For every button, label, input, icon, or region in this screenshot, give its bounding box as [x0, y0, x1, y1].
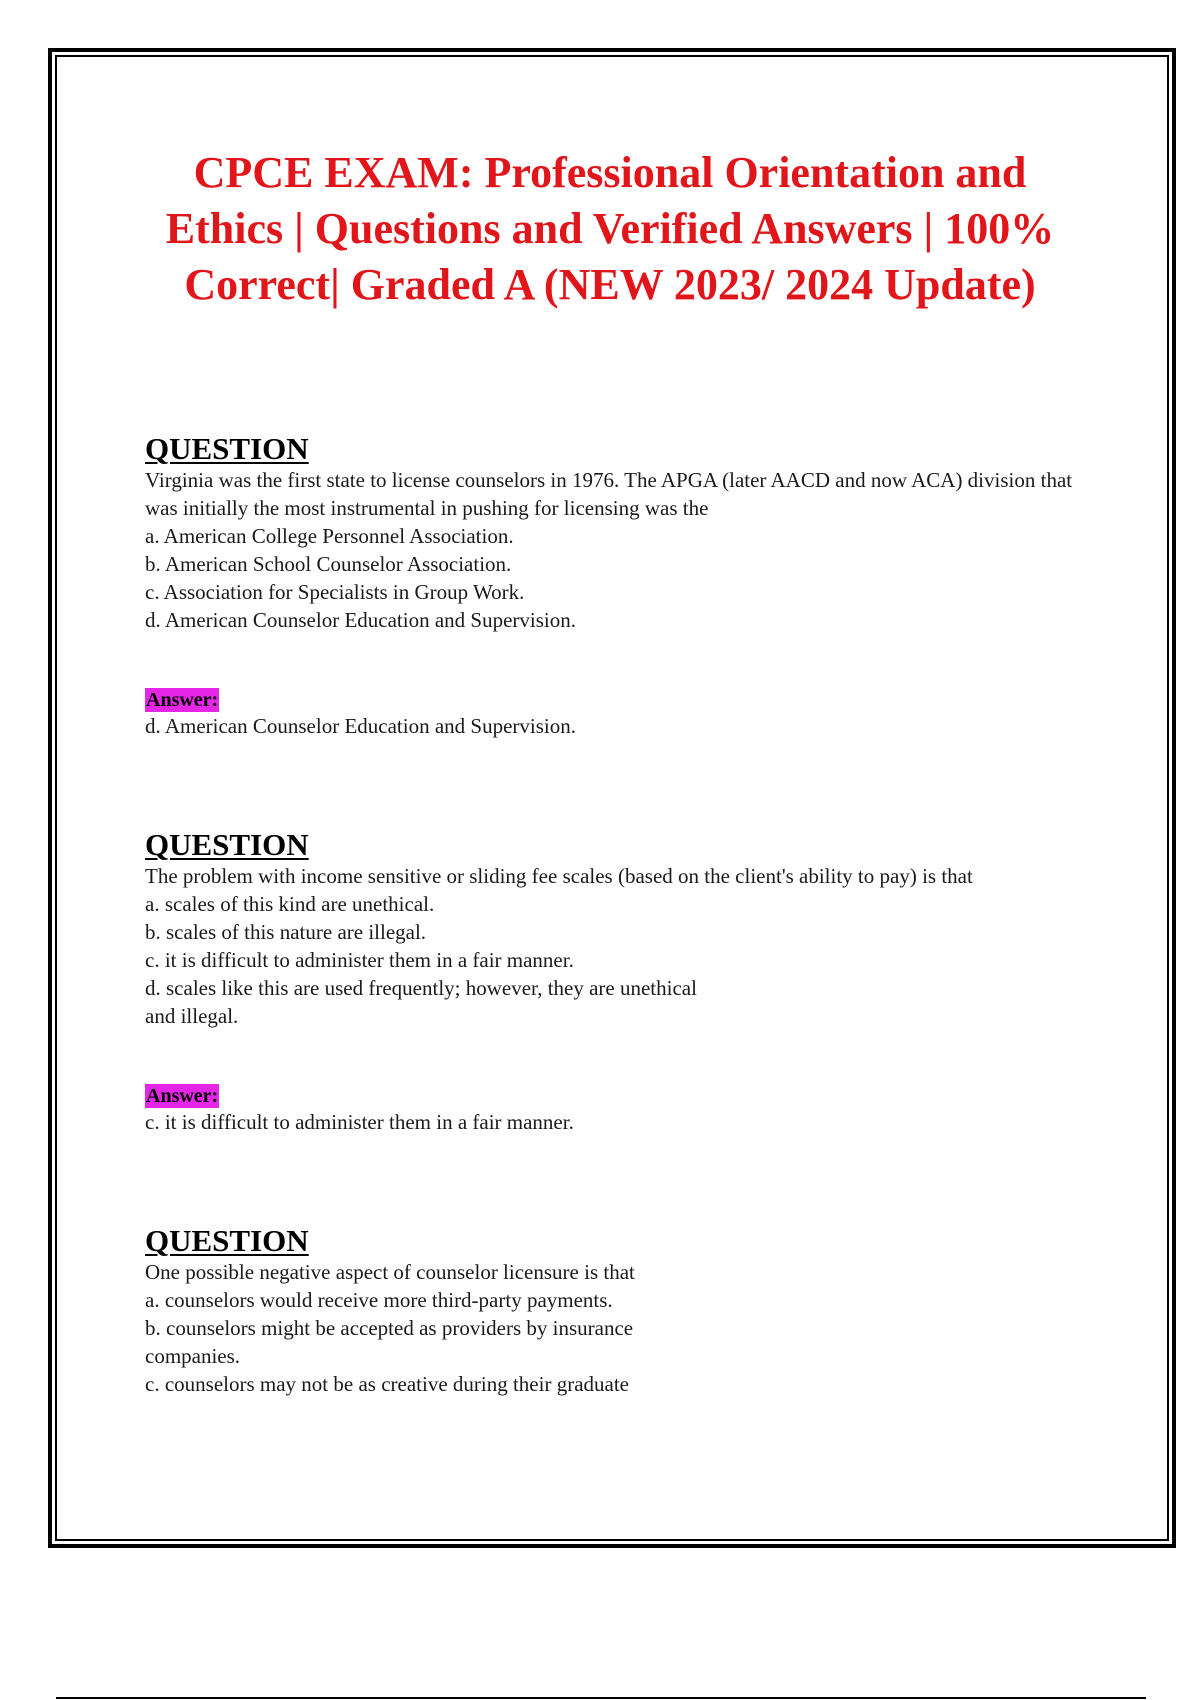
question-block-3	[145, 1224, 1075, 1398]
footer-divider	[56, 1697, 1146, 1699]
answer-text: c. it is difficult to administer them in a fair manner.	[145, 1110, 574, 1134]
question-heading: QUESTION	[145, 431, 309, 466]
question-heading: QUESTION	[145, 1223, 309, 1258]
question-text: Virginia was the first state to license counselors in 1976. The APGA (later AACD and now ACA) division that was initially the most instrumental in pushing for licensing was the	[145, 468, 1073, 520]
question-block-1	[145, 432, 1075, 740]
option-c: c. it is difficult to administer them in a fair manner.	[145, 948, 574, 972]
option-a: a. American College Personnel Association.	[145, 524, 514, 548]
option-c: c. Association for Specialists in Group Work.	[145, 580, 525, 604]
answer-text: d. American Counselor Education and Supervision.	[145, 714, 577, 738]
answer-label: Answer:	[146, 1085, 219, 1107]
option-b: b. American School Counselor Association.	[145, 552, 512, 576]
option-c: c. counselors may not be as creative during their graduate	[145, 1372, 629, 1396]
document-body	[145, 432, 1075, 1398]
document-title: CPCE EXAM: Professional Orientation and Ethics | Questions and Verified Answers | 100% Correct| Graded A (NEW 2023/ 2024 Update)	[165, 148, 1055, 309]
answer-label: Answer:	[146, 689, 219, 711]
question-text: One possible negative aspect of counselor licensure is that	[145, 1260, 635, 1284]
option-d: d. scales like this are used frequently; however, they are unethical and illegal.	[145, 976, 697, 1028]
question-text: The problem with income sensitive or sliding fee scales (based on the client's ability to pay) is that	[145, 864, 973, 888]
option-a: a. scales of this kind are unethical.	[145, 892, 435, 916]
option-b: b. scales of this nature are illegal.	[145, 920, 427, 944]
question-heading: QUESTION	[145, 827, 309, 862]
answer-section	[145, 1084, 1075, 1136]
option-b: b. counselors might be accepted as providers by insurance companies.	[145, 1316, 634, 1368]
option-d: d. American Counselor Education and Supervision.	[145, 608, 577, 632]
question-block-2	[145, 828, 1075, 1136]
option-a: a. counselors would receive more third-party payments.	[145, 1288, 613, 1312]
answer-section	[145, 688, 1075, 740]
